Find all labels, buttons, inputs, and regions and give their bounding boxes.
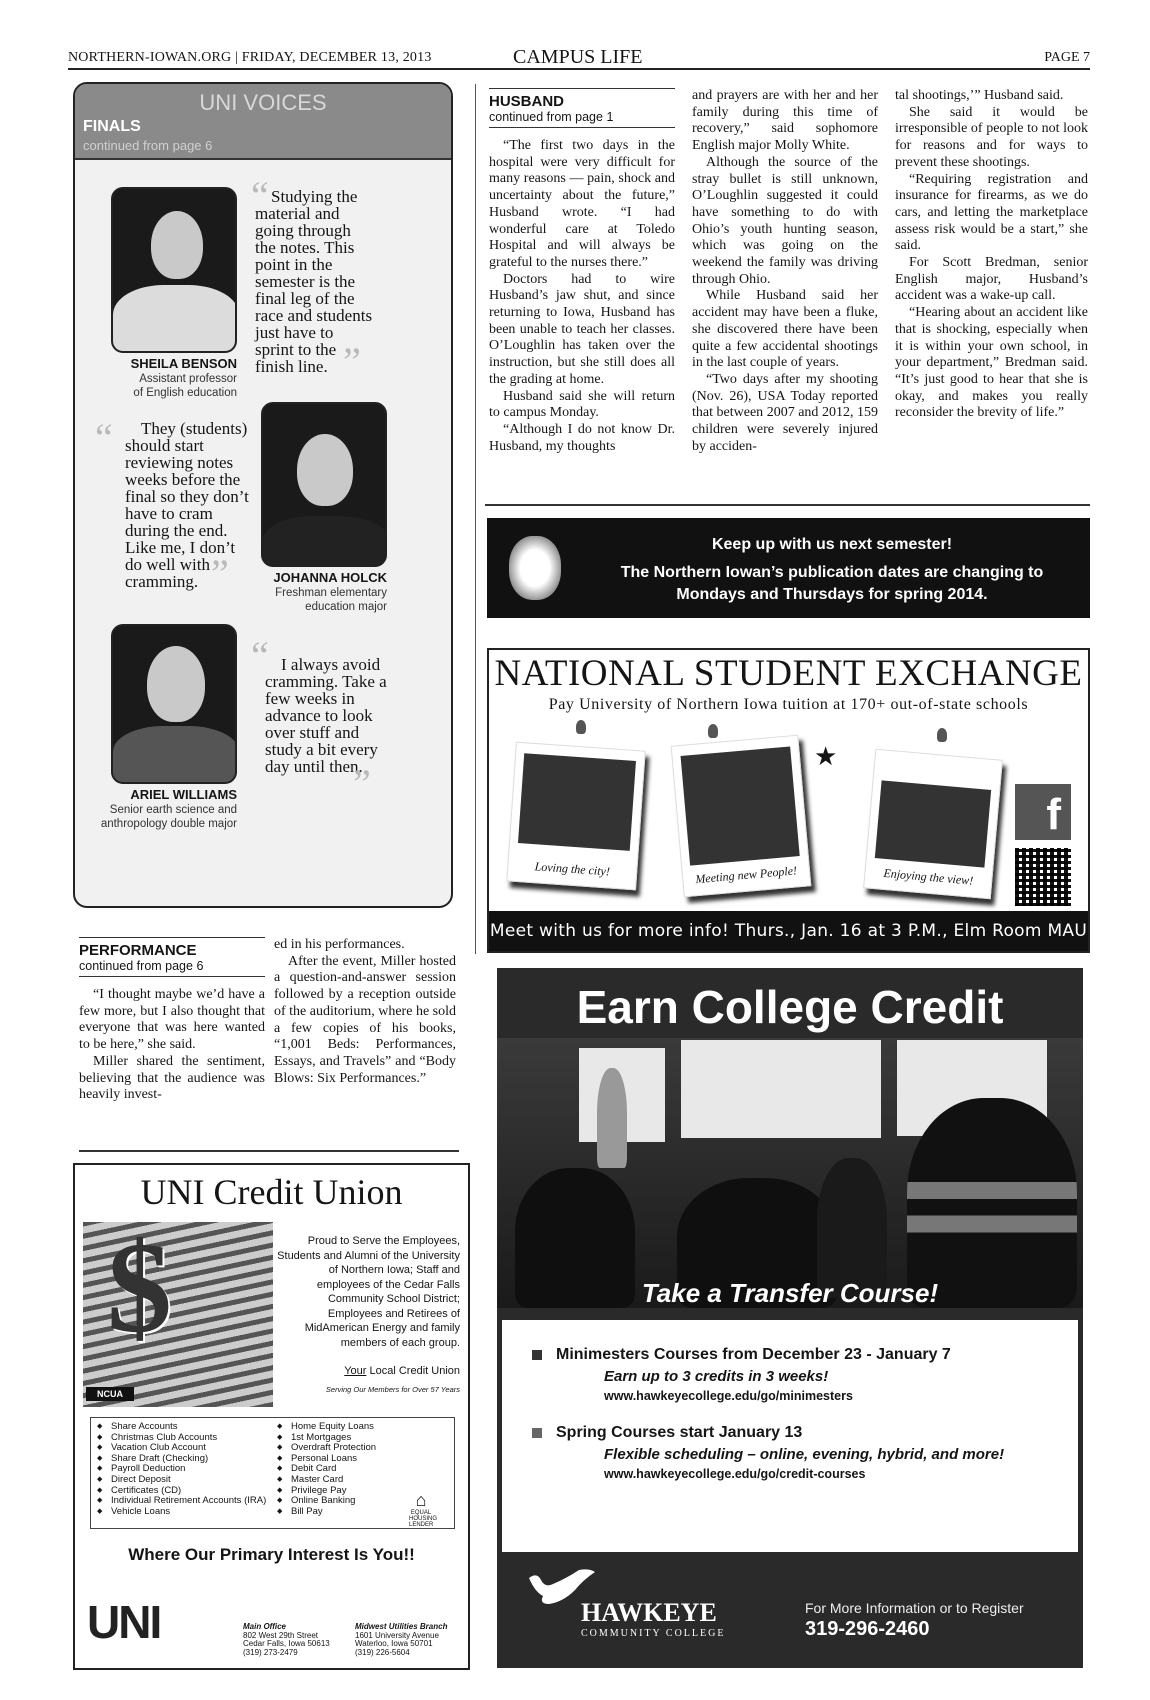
notice-body: The Northern Iowan’s publication dates are changing to Mondays and Thursdays for spring 2014. xyxy=(620,564,1044,603)
quote-text: Studying the material and going through the notes. This point in the semester is the final leg of the race and students just have to sprint to the finish line. xyxy=(255,187,373,376)
course-info-panel xyxy=(502,1320,1078,1552)
person-name: ARIEL WILLIAMS xyxy=(130,787,237,802)
emphasis-your: Your xyxy=(344,1365,367,1377)
photo-sheila-benson xyxy=(111,187,237,353)
finals-kicker: FINALS xyxy=(83,118,141,135)
photo xyxy=(875,780,991,867)
continued-line: continued from page 6 xyxy=(79,959,204,973)
register-info: For More Information or to Register xyxy=(805,1600,1024,1616)
photo-caption: Loving the city! xyxy=(534,859,611,879)
service-item: ◆ Vacation Club Account xyxy=(97,1443,267,1454)
close-quote-icon: ” xyxy=(343,339,361,384)
service-item: ◆ 1st Mortgages xyxy=(277,1433,407,1444)
student-silhouette xyxy=(907,1098,1077,1308)
role-line: Freshman elementary xyxy=(275,587,387,599)
service-item: ◆ Bill Pay xyxy=(277,1507,407,1518)
close-quote-icon: ” xyxy=(211,551,229,596)
paragraph: Doctors had to wire Husband’s jaw shut, and since returning to Iowa, Husband has been unable to teach her classes. O’Loughlin has taken over the instruction, but she still does all the grading at home. xyxy=(489,271,675,387)
role-line: Senior earth science and xyxy=(109,804,237,816)
ad-title: Earn College Credit xyxy=(576,981,1004,1033)
service-item: ◆ Share Draft (Checking) xyxy=(97,1454,267,1465)
husband-column-1 xyxy=(489,138,675,455)
uni-voices-box xyxy=(73,82,453,908)
student-silhouette xyxy=(817,1158,887,1298)
husband-column-2 xyxy=(692,88,878,455)
ad-title: NATIONAL STUDENT EXCHANGE xyxy=(494,653,1083,694)
phone-number: 319-296-2460 xyxy=(805,1618,930,1640)
main-office-address xyxy=(243,1623,330,1657)
hawkeye-college-ad xyxy=(497,968,1083,1668)
performance-column-1 xyxy=(79,987,265,1104)
local-credit-union-line xyxy=(275,1365,460,1377)
notice-headline: Keep up with us next semester! xyxy=(711,536,953,553)
photo xyxy=(681,746,800,865)
service-item: ◆ Vehicle Loans xyxy=(97,1507,267,1518)
photo-card xyxy=(863,749,1003,900)
service-item: ◆ Privilege Pay xyxy=(277,1486,407,1497)
performance-article-header xyxy=(79,937,265,977)
paragraph: “Two days after my shooting (Nov. 26), USA Today reported that between 2007 and 2012, 159 children were severely injured by acciden- xyxy=(692,371,878,454)
body-shape xyxy=(113,285,237,353)
column-divider xyxy=(475,84,476,954)
photo xyxy=(518,753,636,851)
service-item: ◆ Home Equity Loans xyxy=(277,1422,407,1433)
services-list-left xyxy=(97,1422,267,1517)
services-list-box xyxy=(90,1417,455,1529)
national-student-exchange-ad xyxy=(487,648,1090,953)
publication-notice-banner xyxy=(487,518,1090,618)
mascot-icon xyxy=(509,536,561,600)
photo-johanna-holck xyxy=(261,402,387,567)
photo-caption: Meeting new People! xyxy=(694,863,798,887)
course-url[interactable]: www.hawkeyecollege.edu/go/minimesters xyxy=(604,1389,853,1403)
face-shape xyxy=(297,434,353,506)
body-shape xyxy=(263,516,387,567)
husband-article-header xyxy=(489,88,675,128)
equal-housing-label: EQUAL HOUSING LENDER xyxy=(409,1510,438,1528)
course-subtitle: Earn up to 3 credits in 3 weeks! xyxy=(604,1368,829,1385)
paragraph: While Husband said her accident may have been a fluke, she discovered there have been quite a few accidental shootings in the last couple of years. xyxy=(692,288,878,371)
ad-subtitle: Pay University of Northern Iowa tuition at 170+ out-of-state schools xyxy=(548,696,1029,713)
projection-screen xyxy=(681,1040,881,1138)
page-header xyxy=(68,46,1090,70)
ad-title: UNI Credit Union xyxy=(140,1172,403,1212)
quote-text: They (students) should start reviewing notes weeks before the final so they don’t have to cram during the end. Like me, I don’t do well with cramming. xyxy=(125,419,249,591)
instructor-silhouette xyxy=(597,1068,627,1168)
bullet-square-icon xyxy=(532,1350,542,1360)
page-number: PAGE 7 xyxy=(1044,50,1090,65)
service-item: ◆ Online Banking xyxy=(277,1496,407,1507)
pushpin-icon xyxy=(708,724,718,738)
photo-caption: Enjoying the view! xyxy=(882,865,974,888)
service-item: ◆ Master Card xyxy=(277,1475,407,1486)
office-label: Midwest Utilities Branch xyxy=(355,1622,448,1631)
body-shape xyxy=(113,726,237,784)
person-role xyxy=(95,372,237,400)
service-item: ◆ Personal Loans xyxy=(277,1454,407,1465)
article-end-rule xyxy=(485,504,1090,506)
qr-code-icon[interactable] xyxy=(1015,848,1071,906)
article-kicker: HUSBAND xyxy=(489,93,564,110)
open-quote-icon: “ xyxy=(95,415,113,460)
course-title: Minimesters Courses from December 23 - January 7 xyxy=(556,1346,951,1363)
course-subtitle: Flexible scheduling – online, evening, hybrid, and more! xyxy=(604,1446,1005,1463)
course-url[interactable]: www.hawkeyecollege.edu/go/credit-courses xyxy=(604,1467,866,1481)
course-title: Spring Courses start January 13 xyxy=(556,1424,803,1441)
person-role xyxy=(75,803,237,831)
ad-slogan: Where Our Primary Interest Is You!! xyxy=(128,1545,415,1564)
person-role xyxy=(225,586,387,614)
branch-address xyxy=(355,1623,447,1657)
office-label: Main Office xyxy=(243,1622,286,1631)
face-shape xyxy=(151,211,203,279)
facebook-icon[interactable]: f xyxy=(1015,784,1071,840)
bullet-square-icon xyxy=(532,1428,542,1438)
photo-ariel-williams xyxy=(111,624,237,784)
ad-description: Proud to Serve the Employees, Students and Alumni of the University of Northern Iowa; Staff and employees of the Cedar Falls Community School District; Employees and Retirees of MidAmerican Energy and family members of each group. xyxy=(277,1235,460,1349)
paragraph: “I thought maybe we’d have a few more, but I also thought that everyone that was here wanted to be here,” she said. xyxy=(79,987,265,1053)
person-name: SHEILA BENSON xyxy=(130,356,237,371)
local-text: Local Credit Union xyxy=(369,1365,460,1377)
serving-line: Serving Our Members for Over 57 Years xyxy=(325,1385,460,1394)
address-line: 802 West 29th Street xyxy=(243,1630,319,1640)
role-line: of English education xyxy=(133,387,237,399)
service-item: ◆ Overdraft Protection xyxy=(277,1443,407,1454)
address-line: Waterloo, Iowa 50701 xyxy=(355,1639,433,1649)
paragraph: tal shootings,’” Husband said. xyxy=(895,88,1064,103)
service-item: ◆ Individual Retirement Accounts (IRA) xyxy=(97,1496,267,1507)
classroom-photo xyxy=(497,1038,1083,1308)
paragraph: ed in his performances. xyxy=(274,937,405,952)
service-item: ◆ Debit Card xyxy=(277,1464,407,1475)
uni-voices-title: UNI VOICES xyxy=(199,90,327,115)
paragraph: After the event, Miller hosted a question-and-answer session followed by a reception outside of the auditorium, where he sold a few copies of his books, “1,001 Beds: Performances, Essays, and Travels” and “Body Blows: Six Performances.” xyxy=(274,953,456,1086)
paragraph: “The first two days in the hospital were very difficult for many reasons — pain, shock and uncertainty about the future,” Husband wrote. “I had wonderful care at Toledo Hospital and will always be grateful to the nurses there.” xyxy=(489,138,675,270)
phone-number: (319) 226-5604 xyxy=(355,1647,410,1657)
paragraph: and prayers are with her and her family during this time of recovery,” said sophomore English major Molly White. xyxy=(692,88,878,154)
paragraph: Although the source of the stray bullet is still unknown, O’Loughlin suggested it could have something to do with Ohio’s youth hunting season, which was going on the weekend the family was driving through Ohio. xyxy=(692,154,878,287)
uni-voices-banner xyxy=(75,84,451,160)
role-line: anthropology double major xyxy=(100,818,237,830)
continued-line: continued from page 6 xyxy=(83,138,213,153)
person-name: JOHANNA HOLCK xyxy=(273,570,387,585)
service-item: ◆ Certificates (CD) xyxy=(97,1486,267,1497)
section-title: CAMPUS LIFE xyxy=(513,46,643,68)
face-shape xyxy=(147,646,205,722)
header-site-date: NORTHERN-IOWAN.ORG | FRIDAY, DECEMBER 13, 2013 xyxy=(68,50,432,65)
hawkeye-logo-subtitle: COMMUNITY COLLEGE xyxy=(581,1628,726,1639)
service-item: ◆ Direct Deposit xyxy=(97,1475,267,1486)
paragraph: She said it would be irresponsible of people to not look for reasons and for ways to prevent these shootings. xyxy=(895,104,1088,170)
house-icon: ⌂ xyxy=(415,1490,427,1510)
address-line: Cedar Falls, Iowa 50613 xyxy=(243,1639,330,1649)
address-line: 1601 University Avenue xyxy=(355,1630,439,1640)
quote-text: I always avoid cramming. Take a few weeks in advance to look over stuff and study a bit every day until then. xyxy=(265,655,387,776)
star-icon: ★ xyxy=(814,742,838,771)
paragraph: Husband said she will return to campus Monday. xyxy=(489,388,675,421)
pushpin-icon xyxy=(937,728,947,742)
paragraph: “Requiring registration and insurance for firearms, as we do cars, and letting the marketplace assess risk would be a start,” she said. xyxy=(895,171,1088,254)
paragraph: For Scott Bredman, senior English major, Husband’s accident was a wake-up call. xyxy=(895,255,1088,304)
equal-housing-lender-badge xyxy=(409,1490,438,1528)
open-quote-icon: “ xyxy=(251,173,269,218)
ad-tagline: Take a Transfer Course! xyxy=(641,1278,939,1308)
ad-footer: Meet with us for more info! Thurs., Jan. 16 at 3 P.M., Elm Room MAU xyxy=(489,911,1088,951)
phone-number: (319) 273-2479 xyxy=(243,1647,298,1657)
service-item: ◆ Share Accounts xyxy=(97,1422,267,1433)
role-line: Assistant professor xyxy=(139,373,237,385)
service-item: ◆ Payroll Deduction xyxy=(97,1464,267,1475)
continued-line: continued from page 1 xyxy=(489,110,614,124)
article-end-rule xyxy=(79,1150,459,1152)
service-item: ◆ Christmas Club Accounts xyxy=(97,1433,267,1444)
pushpin-icon xyxy=(576,720,586,734)
photo-card xyxy=(506,742,645,891)
uni-credit-union-ad xyxy=(73,1163,470,1670)
uni-logo: UNI xyxy=(87,1596,161,1648)
photo-card xyxy=(671,735,812,898)
dollar-sign-icon: $ xyxy=(107,1216,172,1360)
hawkeye-logo: HAWKEYE xyxy=(581,1598,717,1627)
role-line: education major xyxy=(305,601,387,613)
article-kicker: PERFORMANCE xyxy=(79,942,197,959)
paragraph: “Although I do not know Dr. Husband, my thoughts xyxy=(489,421,675,454)
services-list-right xyxy=(277,1422,407,1517)
close-quote-icon: ” xyxy=(353,761,371,806)
paragraph: “Hearing about an accident like that is shocking, especially when it is within your own school, in your department,” Bredman said. “It’s just good to hear that she is okay, and makes you really reconsider the brevity of life.” xyxy=(895,305,1088,421)
ncua-badge: NCUA xyxy=(86,1387,134,1401)
paragraph: Miller shared the sentiment, believing that the audience was heavily invest- xyxy=(79,1053,265,1103)
open-quote-icon: “ xyxy=(251,633,269,678)
performance-column-2 xyxy=(274,937,456,1087)
husband-column-3 xyxy=(895,88,1088,422)
